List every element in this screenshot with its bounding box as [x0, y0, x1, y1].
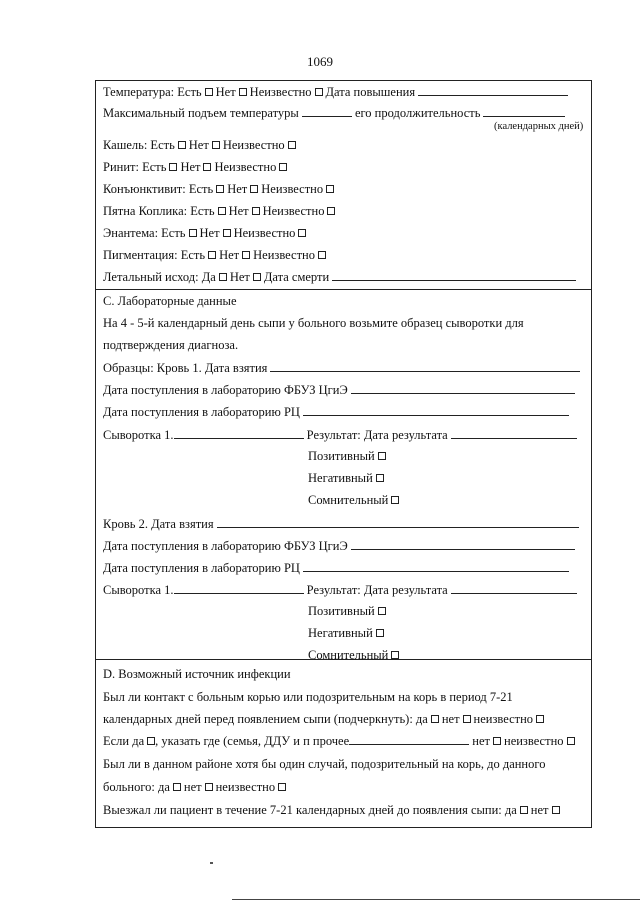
sample2-rc-row — [103, 561, 569, 575]
death-date-field[interactable] — [332, 270, 576, 281]
checkbox-rhinitis-no[interactable] — [203, 163, 211, 171]
lethal-row — [103, 270, 576, 284]
checkbox-contact-no[interactable] — [463, 715, 471, 723]
travel-row — [103, 803, 563, 817]
temperature-date-field[interactable] — [418, 85, 568, 96]
contact-unknown-label: неизвестно — [473, 712, 534, 726]
checkbox-koplik-no[interactable] — [252, 207, 260, 215]
sample2-fbuz-row — [103, 539, 575, 553]
checkbox-pigmentation-unknown[interactable] — [318, 251, 326, 259]
checkbox-sample2-negative[interactable] — [376, 629, 384, 637]
checkbox-travel-yes[interactable] — [520, 806, 528, 814]
area-line-2 — [103, 780, 289, 794]
temperature-date-label: Дата повышения — [325, 85, 416, 99]
checkbox-sample2-positive[interactable] — [378, 607, 386, 615]
checkbox-sample1-doubtful[interactable] — [391, 496, 399, 504]
page-number: 1069 — [307, 54, 333, 69]
where-no-label: нет — [472, 734, 490, 748]
temperature-label: Температура: Есть — [103, 85, 202, 99]
scan-speck — [210, 862, 213, 864]
duration-field[interactable] — [483, 106, 565, 117]
sample2-blood-row — [103, 517, 579, 531]
sample2-doubtful-row — [308, 648, 402, 662]
sample2-serum-row — [103, 583, 577, 597]
checkbox-koplik-unknown[interactable] — [327, 207, 335, 215]
enanthema-unknown-label: Неизвестно — [233, 226, 296, 240]
checkbox-travel-no[interactable] — [552, 806, 560, 814]
travel-no-label: нет — [530, 803, 549, 817]
sample2-serum-label: Сыворотка 1. — [103, 583, 174, 597]
scan-edge-line — [232, 899, 640, 900]
where-specify-label: , указать где (семья, ДДУ и п прочее — [155, 734, 350, 748]
sample1-negative-label: Негативный — [308, 471, 373, 485]
sample1-fbuz-label: Дата поступления в лабораторию ФБУЗ ЦгиЭ — [103, 383, 348, 397]
checkbox-cough-yes[interactable] — [178, 141, 186, 149]
source-heading: D. Возможный источник инфекции — [103, 667, 291, 681]
pigmentation-no-label: Нет — [219, 248, 240, 262]
checkbox-area-unknown[interactable] — [278, 783, 286, 791]
checkbox-cough-no[interactable] — [212, 141, 220, 149]
temperature-row — [103, 85, 568, 99]
checkbox-area-yes[interactable] — [173, 783, 181, 791]
lethal-no-label: Нет — [229, 270, 250, 284]
cough-row — [103, 138, 299, 152]
pigmentation-row — [103, 248, 329, 262]
area-yes-label: больного: да — [103, 780, 170, 794]
sample1-blood-date-field[interactable] — [270, 361, 580, 372]
checkbox-sample1-negative[interactable] — [376, 474, 384, 482]
checkbox-lethal-no[interactable] — [253, 273, 261, 281]
koplik-unknown-label: Неизвестно — [262, 204, 325, 218]
checkbox-where-yes[interactable] — [147, 737, 155, 745]
checkbox-where-no[interactable] — [493, 737, 501, 745]
checkbox-enanthema-no[interactable] — [223, 229, 231, 237]
sample1-blood-label: Образцы: Кровь 1. Дата взятия — [103, 361, 268, 375]
checkbox-rhinitis-unknown[interactable] — [279, 163, 287, 171]
enanthema-label: Энантема: Есть — [103, 226, 186, 240]
checkbox-pigmentation-no[interactable] — [242, 251, 250, 259]
sample1-negative-row — [308, 471, 387, 485]
cough-label: Кашель: Есть — [103, 138, 175, 152]
koplik-label: Пятна Коплика: Есть — [103, 204, 215, 218]
area-line-1: Был ли в данном районе хотя бы один случай, подозрительный на корь, до данного — [103, 757, 546, 771]
lab-instruction-2: подтверждения диагноза. — [103, 338, 239, 352]
checkbox-rhinitis-yes[interactable] — [169, 163, 177, 171]
checkbox-conjunctivitis-no[interactable] — [250, 185, 258, 193]
max-rise-label: Максимальный подъем температуры — [103, 106, 299, 120]
lethal-date-label: Дата смерти — [263, 270, 330, 284]
sample1-serum-field[interactable] — [174, 428, 304, 439]
sample2-fbuz-label: Дата поступления в лабораторию ФБУЗ ЦгиЭ — [103, 539, 348, 553]
sample1-doubtful-row — [308, 493, 402, 507]
sample2-rc-date-field[interactable] — [303, 561, 569, 572]
sample2-negative-row — [308, 626, 387, 640]
sample1-blood-row — [103, 361, 580, 375]
duration-label: его продолжительность — [354, 106, 481, 120]
calendar-days-note: (календарных дней) — [494, 121, 584, 132]
checkbox-sample1-positive[interactable] — [378, 452, 386, 460]
checkbox-contact-yes[interactable] — [431, 715, 439, 723]
sample1-serum-label: Сыворотка 1. — [103, 428, 174, 442]
sample2-rc-label: Дата поступления в лабораторию РЦ — [103, 561, 300, 575]
conjunctivitis-unknown-label: Неизвестно — [261, 182, 324, 196]
section-divider-lab — [95, 289, 592, 290]
area-unknown-label: неизвестно — [215, 780, 276, 794]
pigmentation-label: Пигментация: Есть — [103, 248, 206, 262]
rhinitis-label: Ринит: Есть — [103, 160, 167, 174]
sample1-rc-row — [103, 405, 569, 419]
cough-no-label: Нет — [188, 138, 209, 152]
sample1-fbuz-row — [103, 383, 575, 397]
checkbox-temperature-no[interactable] — [239, 88, 247, 96]
sample2-positive-row — [308, 604, 389, 618]
sample2-serum-field[interactable] — [174, 583, 304, 594]
max-rise-row — [103, 106, 565, 120]
contact-no-label: нет — [441, 712, 460, 726]
sample2-result-date-field[interactable] — [451, 583, 577, 594]
sample2-result-label: Результат: Дата результата — [306, 583, 448, 597]
checkbox-area-no[interactable] — [205, 783, 213, 791]
sample1-serum-row — [103, 428, 577, 442]
checkbox-pigmentation-yes[interactable] — [208, 251, 216, 259]
checkbox-enanthema-yes[interactable] — [189, 229, 197, 237]
where-row — [103, 734, 578, 748]
checkbox-enanthema-unknown[interactable] — [298, 229, 306, 237]
sample2-doubtful-label: Сомнительный — [308, 648, 389, 662]
sample1-fbuz-date-field[interactable] — [351, 383, 575, 394]
checkbox-conjunctivitis-unknown[interactable] — [326, 185, 334, 193]
lab-heading: С. Лабораторные данные — [103, 294, 237, 308]
checkbox-temperature-unknown[interactable] — [315, 88, 323, 96]
checkbox-lethal-yes[interactable] — [219, 273, 227, 281]
sample1-positive-label: Позитивный — [308, 449, 375, 463]
where-yes-label: Если да — [103, 734, 145, 748]
sample2-positive-label: Позитивный — [308, 604, 375, 618]
sample2-fbuz-date-field[interactable] — [351, 539, 575, 550]
contact-yes-label: календарных дней перед появлением сыпи (подчеркнуть): да — [103, 712, 428, 726]
enanthema-no-label: Нет — [199, 226, 220, 240]
rhinitis-no-label: Нет — [180, 160, 201, 174]
checkbox-temperature-yes[interactable] — [205, 88, 213, 96]
sample1-rc-label: Дата поступления в лабораторию РЦ — [103, 405, 300, 419]
sample1-rc-date-field[interactable] — [303, 405, 569, 416]
sample1-positive-row — [308, 449, 389, 463]
checkbox-sample2-doubtful[interactable] — [391, 651, 399, 659]
area-no-label: нет — [183, 780, 202, 794]
conjunctivitis-no-label: Нет — [227, 182, 248, 196]
where-field[interactable] — [349, 734, 469, 745]
lab-instruction-1: На 4 - 5-й календарный день сыпи у больного возьмите образец сыворотки для — [103, 316, 524, 330]
koplik-row — [103, 204, 338, 218]
conjunctivitis-row — [103, 182, 337, 196]
temperature-no-label: Нет — [215, 85, 236, 99]
travel-yes-label: Выезжал ли пациент в течение 7-21 календарных дней до появления сыпи: да — [103, 803, 517, 817]
pigmentation-unknown-label: Неизвестно — [253, 248, 315, 262]
temperature-unknown-label: Неизвестно — [249, 85, 312, 99]
koplik-no-label: Нет — [228, 204, 249, 218]
sample1-result-label: Результат: Дата результата — [306, 428, 448, 442]
contact-line-1: Был ли контакт с больным корью или подозрительным на корь в период 7-21 — [103, 690, 513, 704]
checkbox-where-unknown[interactable] — [567, 737, 575, 745]
rhinitis-unknown-label: Неизвестно — [214, 160, 277, 174]
enanthema-row — [103, 226, 309, 240]
cough-unknown-label: Неизвестно — [222, 138, 285, 152]
checkbox-cough-unknown[interactable] — [288, 141, 296, 149]
checkbox-conjunctivitis-yes[interactable] — [216, 185, 224, 193]
contact-line-2 — [103, 712, 547, 726]
conjunctivitis-label: Конъюнктивит: Есть — [103, 182, 214, 196]
sample2-blood-date-field[interactable] — [217, 517, 579, 528]
rhinitis-row — [103, 160, 290, 174]
sample2-blood-label: Кровь 2. Дата взятия — [103, 517, 214, 531]
sample1-result-date-field[interactable] — [451, 428, 577, 439]
sample1-doubtful-label: Сомнительный — [308, 493, 389, 507]
checkbox-contact-unknown[interactable] — [536, 715, 544, 723]
lethal-label: Летальный исход: Да — [103, 270, 216, 284]
sample2-negative-label: Негативный — [308, 626, 373, 640]
max-rise-field[interactable] — [302, 106, 352, 117]
where-unknown-label: неизвестно — [504, 734, 564, 748]
checkbox-koplik-yes[interactable] — [218, 207, 226, 215]
